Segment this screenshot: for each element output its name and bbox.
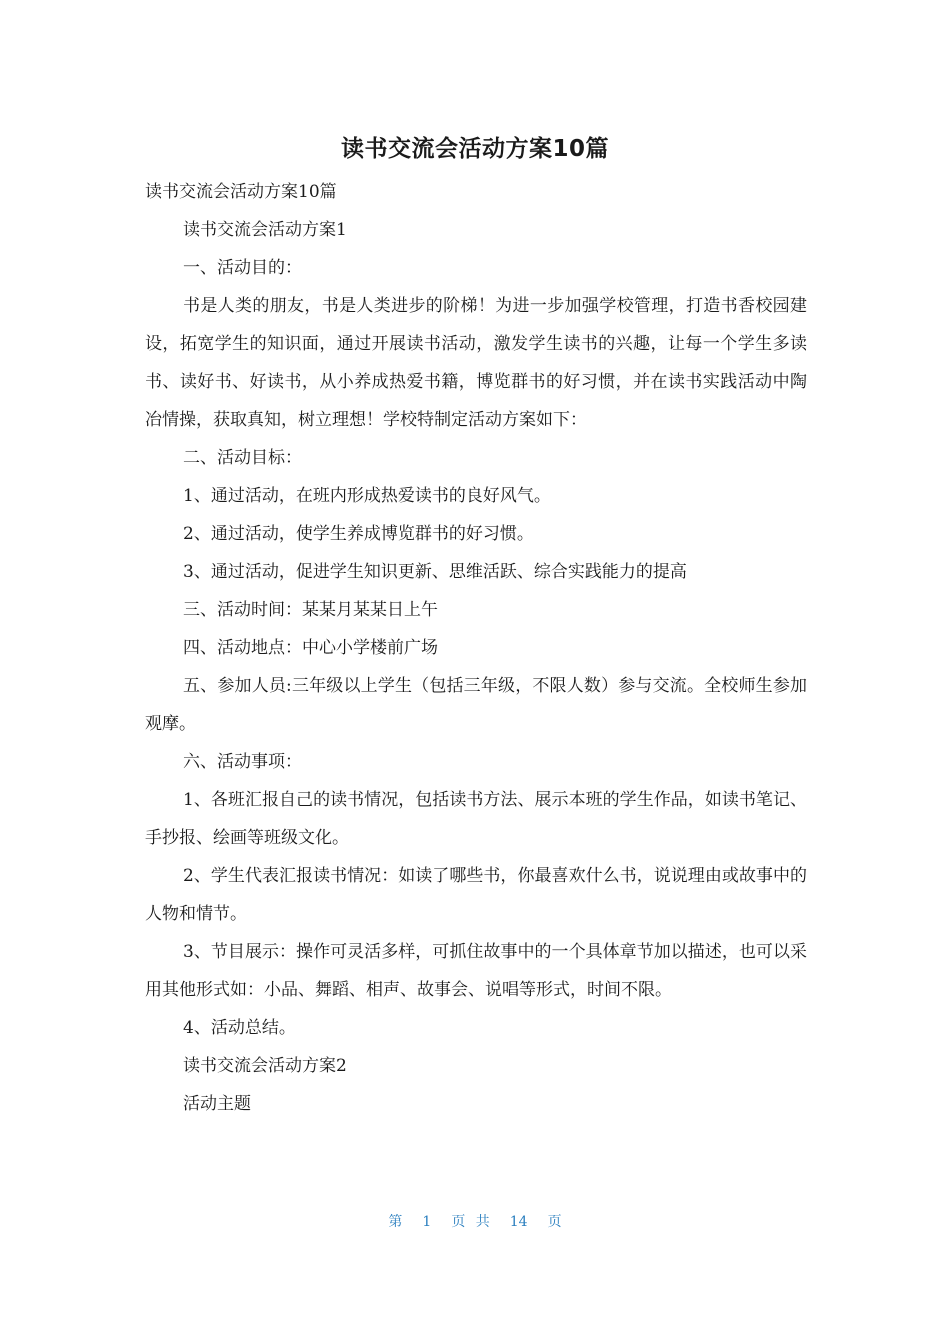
paragraph: 3、节目展示：操作可灵活多样，可抓住故事中的一个具体章节加以描述，也可以采用其他形式如：小品、舞蹈、相声、故事会、说唱等形式，时间不限。 [145,942,807,1000]
paragraph: 4、活动总结。 [183,1018,296,1038]
document-title: 读书交流会活动方案10篇 [340,136,609,163]
paragraph: 活动主题 [183,1094,251,1114]
footer-suffix: 页 [547,1214,562,1230]
paragraph-section-title: 读书交流会活动方案2 [183,1056,347,1076]
paragraph: 3、通过活动，促进学生知识更新、思维活跃、综合实践能力的提高 [183,562,687,582]
paragraph: 2、学生代表汇报读书情况：如读了哪些书，你最喜欢什么书，说说理由或故事中的人物和情节。 [145,866,807,924]
paragraph: 一、活动目的： [183,258,302,278]
paragraph: 书是人类的朋友，书是人类进步的阶梯！为进一步加强学校管理，打造书香校园建设，拓宽学生的知识面，通过开展读书活动，激发学生读书的兴趣，让每一个学生多读书、读好书、好读书，从小养成热爱书籍，博览群书的好习惯，并在读书实践活动中陶冶情操，获取真知，树立理想！学校特制定活动方案如下： [145,296,807,430]
paragraph: 三、活动时间：某某月某某日上午 [183,600,438,620]
document-body [145,173,807,1123]
paragraph: 1、各班汇报自己的读书情况，包括读书方法、展示本班的学生作品，如读书笔记、手抄报、绘画等班级文化。 [145,790,807,848]
paragraph-section-title: 读书交流会活动方案1 [183,220,347,240]
paragraph: 1、通过活动，在班内形成热爱读书的良好风气。 [183,486,551,506]
page-footer [0,1210,950,1234]
paragraph: 五、参加人员:三年级以上学生（包括三年级，不限人数）参与交流。全校师生参加观摩。 [145,676,807,734]
paragraph: 六、活动事项： [183,752,302,772]
footer-total-pages: 14 [509,1214,528,1230]
footer-prefix: 第 [388,1214,403,1230]
paragraph: 四、活动地点：中心小学楼前广场 [183,638,438,658]
paragraph-heading: 读书交流会活动方案10篇 [145,182,337,202]
footer-middle: 页 共 [451,1214,490,1230]
paragraph: 二、活动目标： [183,448,302,468]
paragraph: 2、通过活动，使学生养成博览群书的好习惯。 [183,524,534,544]
footer-current-page: 1 [422,1214,432,1230]
